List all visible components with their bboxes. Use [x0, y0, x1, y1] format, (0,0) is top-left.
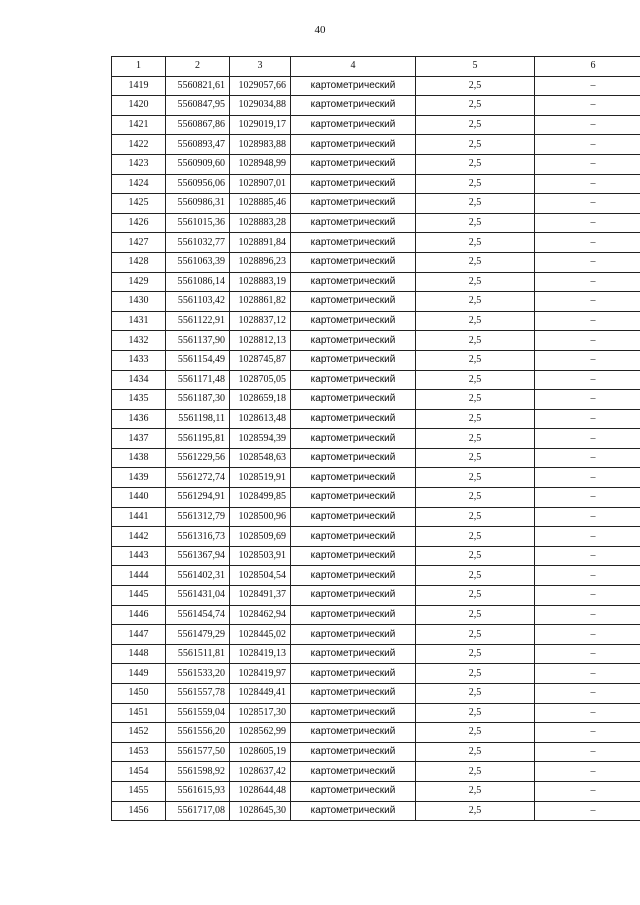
note-cell: –	[535, 370, 640, 390]
y-coordinate-cell: 1029057,66	[230, 76, 291, 96]
y-coordinate-cell: 1028491,37	[230, 586, 291, 606]
method-cell: картометрический	[291, 409, 416, 429]
table-row	[112, 154, 640, 174]
note-cell: –	[535, 507, 640, 527]
table-row	[112, 527, 640, 547]
accuracy-cell: 2,5	[416, 664, 535, 684]
accuracy-cell: 2,5	[416, 684, 535, 704]
note-cell: –	[535, 801, 640, 821]
table-row	[112, 174, 640, 194]
y-coordinate-cell: 1028449,41	[230, 684, 291, 704]
accuracy-cell: 2,5	[416, 742, 535, 762]
x-coordinate-cell: 5561431,04	[166, 586, 230, 606]
method-cell: картометрический	[291, 370, 416, 390]
accuracy-cell: 2,5	[416, 135, 535, 155]
table-row	[112, 233, 640, 253]
y-coordinate-cell: 1028659,18	[230, 390, 291, 410]
accuracy-cell: 2,5	[416, 488, 535, 508]
table-row	[112, 507, 640, 527]
point-number-cell: 1455	[112, 781, 166, 801]
note-cell: –	[535, 762, 640, 782]
note-cell: –	[535, 742, 640, 762]
table-header-row	[112, 57, 640, 77]
point-number-cell: 1421	[112, 115, 166, 135]
point-number-cell: 1422	[112, 135, 166, 155]
x-coordinate-cell: 5561229,56	[166, 448, 230, 468]
note-cell: –	[535, 448, 640, 468]
point-number-cell: 1427	[112, 233, 166, 253]
note-cell: –	[535, 605, 640, 625]
method-cell: картометрический	[291, 331, 416, 351]
y-coordinate-cell: 1028948,99	[230, 154, 291, 174]
point-number-cell: 1438	[112, 448, 166, 468]
point-number-cell: 1434	[112, 370, 166, 390]
method-cell: картометрический	[291, 723, 416, 743]
note-cell: –	[535, 233, 640, 253]
note-cell: –	[535, 311, 640, 331]
y-coordinate-cell: 1028745,87	[230, 350, 291, 370]
note-cell: –	[535, 331, 640, 351]
x-coordinate-cell: 5561137,90	[166, 331, 230, 351]
method-cell: картометрический	[291, 684, 416, 704]
note-cell: –	[535, 468, 640, 488]
table-row	[112, 390, 640, 410]
point-number-cell: 1439	[112, 468, 166, 488]
accuracy-cell: 2,5	[416, 723, 535, 743]
table-row	[112, 664, 640, 684]
table-row	[112, 448, 640, 468]
point-number-cell: 1419	[112, 76, 166, 96]
y-coordinate-cell: 1028419,97	[230, 664, 291, 684]
accuracy-cell: 2,5	[416, 781, 535, 801]
point-number-cell: 1442	[112, 527, 166, 547]
accuracy-cell: 2,5	[416, 233, 535, 253]
method-cell: картометрический	[291, 292, 416, 312]
x-coordinate-cell: 5560986,31	[166, 194, 230, 214]
method-cell: картометрический	[291, 801, 416, 821]
table-row	[112, 468, 640, 488]
x-coordinate-cell: 5560893,47	[166, 135, 230, 155]
point-number-cell: 1448	[112, 644, 166, 664]
x-coordinate-cell: 5561479,29	[166, 625, 230, 645]
table-body	[112, 76, 640, 821]
point-number-cell: 1420	[112, 96, 166, 116]
table-row	[112, 272, 640, 292]
point-number-cell: 1447	[112, 625, 166, 645]
accuracy-cell: 2,5	[416, 370, 535, 390]
accuracy-cell: 2,5	[416, 448, 535, 468]
method-cell: картометрический	[291, 527, 416, 547]
method-cell: картометрический	[291, 115, 416, 135]
point-number-cell: 1435	[112, 390, 166, 410]
x-coordinate-cell: 5561032,77	[166, 233, 230, 253]
table-row	[112, 625, 640, 645]
point-number-cell: 1456	[112, 801, 166, 821]
y-coordinate-cell: 1028519,91	[230, 468, 291, 488]
y-coordinate-cell: 1028419,13	[230, 644, 291, 664]
table-row	[112, 194, 640, 214]
note-cell: –	[535, 252, 640, 272]
coordinates-table	[111, 56, 640, 821]
y-coordinate-cell: 1028548,63	[230, 448, 291, 468]
method-cell: картометрический	[291, 703, 416, 723]
point-number-cell: 1436	[112, 409, 166, 429]
x-coordinate-cell: 5561015,36	[166, 213, 230, 233]
note-cell: –	[535, 566, 640, 586]
table-row	[112, 409, 640, 429]
y-coordinate-cell: 1028891,84	[230, 233, 291, 253]
y-coordinate-cell: 1028837,12	[230, 311, 291, 331]
column-header-3: 3	[230, 57, 291, 77]
accuracy-cell: 2,5	[416, 429, 535, 449]
note-cell: –	[535, 527, 640, 547]
point-number-cell: 1432	[112, 331, 166, 351]
table-row	[112, 213, 640, 233]
column-header-4: 4	[291, 57, 416, 77]
x-coordinate-cell: 5561559,04	[166, 703, 230, 723]
x-coordinate-cell: 5561187,30	[166, 390, 230, 410]
x-coordinate-cell: 5560909,60	[166, 154, 230, 174]
x-coordinate-cell: 5560821,61	[166, 76, 230, 96]
method-cell: картометрический	[291, 96, 416, 116]
accuracy-cell: 2,5	[416, 468, 535, 488]
column-header-2: 2	[166, 57, 230, 77]
accuracy-cell: 2,5	[416, 311, 535, 331]
y-coordinate-cell: 1028883,19	[230, 272, 291, 292]
y-coordinate-cell: 1028896,23	[230, 252, 291, 272]
method-cell: картометрический	[291, 781, 416, 801]
y-coordinate-cell: 1028644,48	[230, 781, 291, 801]
table-row	[112, 135, 640, 155]
accuracy-cell: 2,5	[416, 586, 535, 606]
method-cell: картометрический	[291, 566, 416, 586]
method-cell: картометрический	[291, 448, 416, 468]
point-number-cell: 1431	[112, 311, 166, 331]
x-coordinate-cell: 5561063,39	[166, 252, 230, 272]
point-number-cell: 1446	[112, 605, 166, 625]
y-coordinate-cell: 1028907,01	[230, 174, 291, 194]
note-cell: –	[535, 488, 640, 508]
note-cell: –	[535, 390, 640, 410]
point-number-cell: 1424	[112, 174, 166, 194]
y-coordinate-cell: 1028503,91	[230, 546, 291, 566]
x-coordinate-cell: 5561198,11	[166, 409, 230, 429]
accuracy-cell: 2,5	[416, 390, 535, 410]
point-number-cell: 1441	[112, 507, 166, 527]
method-cell: картометрический	[291, 252, 416, 272]
method-cell: картометрический	[291, 135, 416, 155]
point-number-cell: 1428	[112, 252, 166, 272]
note-cell: –	[535, 350, 640, 370]
method-cell: картометрический	[291, 762, 416, 782]
method-cell: картометрический	[291, 429, 416, 449]
method-cell: картометрический	[291, 194, 416, 214]
note-cell: –	[535, 272, 640, 292]
point-number-cell: 1429	[112, 272, 166, 292]
x-coordinate-cell: 5561171,48	[166, 370, 230, 390]
note-cell: –	[535, 194, 640, 214]
method-cell: картометрический	[291, 468, 416, 488]
note-cell: –	[535, 96, 640, 116]
table-row	[112, 801, 640, 821]
column-header-5: 5	[416, 57, 535, 77]
point-number-cell: 1423	[112, 154, 166, 174]
method-cell: картометрический	[291, 76, 416, 96]
point-number-cell: 1453	[112, 742, 166, 762]
x-coordinate-cell: 5561316,73	[166, 527, 230, 547]
point-number-cell: 1443	[112, 546, 166, 566]
table-row	[112, 311, 640, 331]
table-row	[112, 605, 640, 625]
method-cell: картометрический	[291, 174, 416, 194]
point-number-cell: 1440	[112, 488, 166, 508]
point-number-cell: 1425	[112, 194, 166, 214]
y-coordinate-cell: 1028500,96	[230, 507, 291, 527]
accuracy-cell: 2,5	[416, 801, 535, 821]
y-coordinate-cell: 1028645,30	[230, 801, 291, 821]
y-coordinate-cell: 1029034,88	[230, 96, 291, 116]
accuracy-cell: 2,5	[416, 76, 535, 96]
table-row	[112, 115, 640, 135]
x-coordinate-cell: 5561454,74	[166, 605, 230, 625]
note-cell: –	[535, 174, 640, 194]
table-row	[112, 723, 640, 743]
method-cell: картометрический	[291, 233, 416, 253]
x-coordinate-cell: 5561557,78	[166, 684, 230, 704]
note-cell: –	[535, 115, 640, 135]
table-row	[112, 350, 640, 370]
x-coordinate-cell: 5561402,31	[166, 566, 230, 586]
accuracy-cell: 2,5	[416, 409, 535, 429]
y-coordinate-cell: 1028462,94	[230, 605, 291, 625]
method-cell: картометрический	[291, 390, 416, 410]
table-row	[112, 703, 640, 723]
method-cell: картометрический	[291, 213, 416, 233]
x-coordinate-cell: 5561367,94	[166, 546, 230, 566]
table-row	[112, 762, 640, 782]
accuracy-cell: 2,5	[416, 762, 535, 782]
y-coordinate-cell: 1028705,05	[230, 370, 291, 390]
point-number-cell: 1433	[112, 350, 166, 370]
y-coordinate-cell: 1028605,19	[230, 742, 291, 762]
method-cell: картометрический	[291, 664, 416, 684]
y-coordinate-cell: 1028504,54	[230, 566, 291, 586]
method-cell: картометрический	[291, 742, 416, 762]
table-row	[112, 644, 640, 664]
method-cell: картометрический	[291, 488, 416, 508]
accuracy-cell: 2,5	[416, 272, 535, 292]
note-cell: –	[535, 292, 640, 312]
method-cell: картометрический	[291, 507, 416, 527]
table-row	[112, 546, 640, 566]
method-cell: картометрический	[291, 586, 416, 606]
accuracy-cell: 2,5	[416, 644, 535, 664]
accuracy-cell: 2,5	[416, 507, 535, 527]
note-cell: –	[535, 703, 640, 723]
point-number-cell: 1450	[112, 684, 166, 704]
y-coordinate-cell: 1028562,99	[230, 723, 291, 743]
x-coordinate-cell: 5561294,91	[166, 488, 230, 508]
x-coordinate-cell: 5561598,92	[166, 762, 230, 782]
x-coordinate-cell: 5561511,81	[166, 644, 230, 664]
x-coordinate-cell: 5561154,49	[166, 350, 230, 370]
table-row	[112, 331, 640, 351]
note-cell: –	[535, 684, 640, 704]
accuracy-cell: 2,5	[416, 96, 535, 116]
x-coordinate-cell: 5561272,74	[166, 468, 230, 488]
table-row	[112, 252, 640, 272]
table-row	[112, 429, 640, 449]
point-number-cell: 1452	[112, 723, 166, 743]
accuracy-cell: 2,5	[416, 174, 535, 194]
y-coordinate-cell: 1028509,69	[230, 527, 291, 547]
page-number: 40	[314, 24, 326, 36]
note-cell: –	[535, 664, 640, 684]
x-coordinate-cell: 5561103,42	[166, 292, 230, 312]
method-cell: картометрический	[291, 311, 416, 331]
x-coordinate-cell: 5561615,93	[166, 781, 230, 801]
method-cell: картометрический	[291, 625, 416, 645]
accuracy-cell: 2,5	[416, 527, 535, 547]
accuracy-cell: 2,5	[416, 252, 535, 272]
y-coordinate-cell: 1028637,42	[230, 762, 291, 782]
table-row	[112, 566, 640, 586]
point-number-cell: 1451	[112, 703, 166, 723]
x-coordinate-cell: 5561122,91	[166, 311, 230, 331]
accuracy-cell: 2,5	[416, 703, 535, 723]
accuracy-cell: 2,5	[416, 625, 535, 645]
y-coordinate-cell: 1028885,46	[230, 194, 291, 214]
y-coordinate-cell: 1029019,17	[230, 115, 291, 135]
x-coordinate-cell: 5560956,06	[166, 174, 230, 194]
point-number-cell: 1437	[112, 429, 166, 449]
table-row	[112, 96, 640, 116]
y-coordinate-cell: 1028594,39	[230, 429, 291, 449]
method-cell: картометрический	[291, 605, 416, 625]
x-coordinate-cell: 5561195,81	[166, 429, 230, 449]
table-row	[112, 684, 640, 704]
column-header-6: 6	[535, 57, 640, 77]
method-cell: картометрический	[291, 154, 416, 174]
y-coordinate-cell: 1028812,13	[230, 331, 291, 351]
point-number-cell: 1454	[112, 762, 166, 782]
note-cell: –	[535, 213, 640, 233]
y-coordinate-cell: 1028613,48	[230, 409, 291, 429]
point-number-cell: 1445	[112, 586, 166, 606]
method-cell: картометрический	[291, 546, 416, 566]
method-cell: картометрический	[291, 272, 416, 292]
accuracy-cell: 2,5	[416, 213, 535, 233]
table-row	[112, 742, 640, 762]
table-row	[112, 370, 640, 390]
note-cell: –	[535, 429, 640, 449]
accuracy-cell: 2,5	[416, 546, 535, 566]
point-number-cell: 1444	[112, 566, 166, 586]
y-coordinate-cell: 1028861,82	[230, 292, 291, 312]
x-coordinate-cell: 5561312,79	[166, 507, 230, 527]
y-coordinate-cell: 1028445,02	[230, 625, 291, 645]
x-coordinate-cell: 5561086,14	[166, 272, 230, 292]
accuracy-cell: 2,5	[416, 605, 535, 625]
note-cell: –	[535, 625, 640, 645]
note-cell: –	[535, 154, 640, 174]
x-coordinate-cell: 5561577,50	[166, 742, 230, 762]
note-cell: –	[535, 586, 640, 606]
note-cell: –	[535, 546, 640, 566]
y-coordinate-cell: 1028983,88	[230, 135, 291, 155]
accuracy-cell: 2,5	[416, 154, 535, 174]
table-row	[112, 781, 640, 801]
accuracy-cell: 2,5	[416, 566, 535, 586]
accuracy-cell: 2,5	[416, 292, 535, 312]
x-coordinate-cell: 5560867,86	[166, 115, 230, 135]
point-number-cell: 1449	[112, 664, 166, 684]
accuracy-cell: 2,5	[416, 331, 535, 351]
table-row	[112, 586, 640, 606]
y-coordinate-cell: 1028517,30	[230, 703, 291, 723]
point-number-cell: 1430	[112, 292, 166, 312]
note-cell: –	[535, 723, 640, 743]
y-coordinate-cell: 1028883,28	[230, 213, 291, 233]
method-cell: картометрический	[291, 350, 416, 370]
y-coordinate-cell: 1028499,85	[230, 488, 291, 508]
table-row	[112, 292, 640, 312]
accuracy-cell: 2,5	[416, 115, 535, 135]
x-coordinate-cell: 5561717,08	[166, 801, 230, 821]
x-coordinate-cell: 5560847,95	[166, 96, 230, 116]
note-cell: –	[535, 76, 640, 96]
x-coordinate-cell: 5561533,20	[166, 664, 230, 684]
table-row	[112, 76, 640, 96]
point-number-cell: 1426	[112, 213, 166, 233]
accuracy-cell: 2,5	[416, 194, 535, 214]
note-cell: –	[535, 409, 640, 429]
column-header-1: 1	[112, 57, 166, 77]
table-row	[112, 488, 640, 508]
note-cell: –	[535, 781, 640, 801]
note-cell: –	[535, 135, 640, 155]
note-cell: –	[535, 644, 640, 664]
x-coordinate-cell: 5561556,20	[166, 723, 230, 743]
method-cell: картометрический	[291, 644, 416, 664]
accuracy-cell: 2,5	[416, 350, 535, 370]
